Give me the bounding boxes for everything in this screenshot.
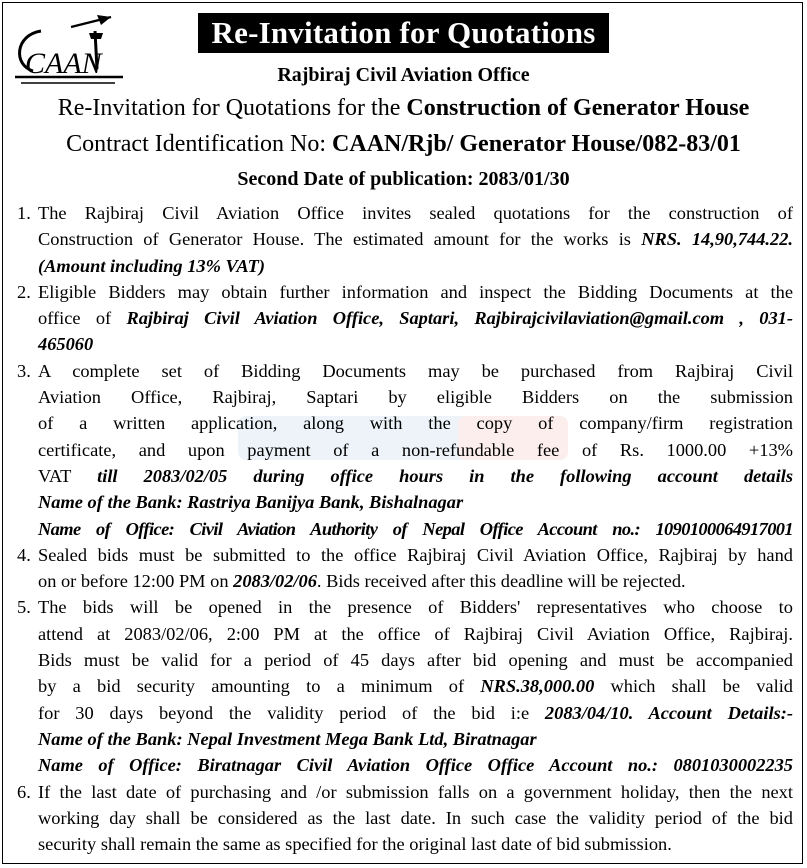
clause-number: 6. (17, 781, 31, 802)
office-contact: Rajbiraj Civil Aviation Office, Saptari, Rajbirajcivilaviation@gmail.com , 031- (126, 308, 793, 329)
clause-text: which shall be valid (594, 676, 793, 697)
office-account-number: Office Account no.: 0801030002235 (487, 755, 793, 776)
clause-line: Sealed bids must be submitted to the office Rajbiraj Civil Aviation Office, Rajbiraj by hand (38, 544, 793, 565)
clause-line (38, 226, 793, 252)
notice-subject (3, 92, 804, 124)
account-details (38, 752, 793, 778)
clause-text: office of (38, 308, 127, 329)
publication-date: Second Date of publication: 2083/01/30 (237, 168, 570, 190)
clause-number: 3. (17, 360, 31, 381)
submission-deadline: 2083/02/06 (233, 571, 317, 592)
estimated-amount: NRS. 14,90,744.22. (641, 229, 793, 250)
clause-3 (17, 358, 793, 542)
clause-text: . Bids received after this deadline will be rejected. (316, 571, 686, 592)
subject-prefix: Re-Invitation for Quotations for the (57, 95, 407, 121)
clause-text: Construction of Generator House. The estimated amount for the works is (38, 229, 642, 250)
clause-line (38, 305, 793, 331)
clause-5 (17, 594, 793, 778)
account-details: Name of Office: Civil Aviation Authority of Nepal Office Account no.: 1090100064917001 (38, 518, 793, 539)
clause-line (38, 463, 793, 489)
clause-text: on or before 12:00 PM on (38, 571, 234, 592)
clause-6 (17, 779, 793, 858)
contract-prefix: Contract Identification No: (66, 131, 333, 157)
clause-4 (17, 542, 793, 595)
notice (2, 2, 803, 864)
clause-2 (17, 279, 793, 358)
logo-text: CAAN (25, 47, 102, 80)
clause-line: security shall remain the same as specified for the original last date of bid submission. (38, 834, 672, 855)
clause-text: VAT (38, 465, 98, 486)
notice-title: Re-Invitation for Quotations (198, 13, 610, 53)
clause-number: 2. (17, 281, 31, 302)
office-name-label: Name of Office: Biratnagar Civil Aviation Office (38, 755, 473, 776)
clause-number: 5. (17, 597, 31, 618)
clause-line: working day shall be considered as the last date. In such case the validity period of the bid (38, 807, 793, 828)
clause-line: attend at 2083/02/06, 2:00 PM at the office of Rajbiraj Civil Aviation Office, Rajbiraj. (38, 623, 793, 644)
contract-identification (3, 128, 804, 160)
vat-note: (Amount including 13% VAT) (38, 255, 266, 276)
bid-security-amount: NRS.38,000.00 (480, 676, 595, 697)
validity-date: 2083/04/10. (544, 702, 634, 723)
bank-name: Name of the Bank: Nepal Investment Mega Bank Ltd, Biratnagar (38, 728, 537, 749)
clause-text: by a bid security amounting to a minimum of (38, 676, 481, 697)
clause-line: Bids must be valid for a period of 45 days after bid opening and must be accompanied (38, 650, 793, 671)
office-name: Rajbiraj Civil Aviation Office (277, 64, 530, 86)
contract-number: CAAN/Rjb/ Generator House/082-83/01 (332, 131, 741, 157)
clause-line (38, 568, 793, 594)
clause-number: 1. (17, 203, 31, 223)
office-phone: 465060 (38, 334, 94, 355)
subject-bold: Construction of Generator House (406, 95, 750, 121)
clause-line: The Rajbiraj Civil Aviation Office invites sealed quotations for the construction of (38, 203, 793, 223)
clause-line: certificate, and upon payment of a non-refundable fee of Rs. 1000.00 +13% (38, 439, 793, 460)
bank-name: Name of the Bank: Rastriya Banijya Bank, Bishalnagar (38, 492, 464, 513)
clause-line: Aviation Office, Rajbiraj, Saptari by eligible Bidders on the submission (38, 387, 793, 408)
purchase-deadline: till 2083/02/05 during office hours in the following account details (97, 465, 793, 486)
clauses-list (17, 200, 793, 857)
clause-1 (17, 200, 793, 279)
clause-number: 4. (17, 544, 31, 565)
account-details-label: Account Details:- (633, 702, 793, 723)
clause-line (38, 700, 793, 726)
clause-text: for 30 days beyond the validity period of the bid i:e (38, 702, 545, 723)
clause-line: A complete set of Bidding Documents may be purchased from Rajbiraj Civil (38, 360, 793, 381)
clause-line (38, 673, 793, 699)
clause-line: of a written application, along with the copy of company/firm registration (38, 413, 793, 434)
clause-line: If the last date of purchasing and /or submission falls on a government holiday, then the next (38, 781, 793, 802)
clause-line: The bids will be opened in the presence of Bidders' representatives who choose to (38, 597, 793, 618)
clause-line: Eligible Bidders may obtain further information and inspect the Bidding Documents at the (38, 281, 793, 302)
